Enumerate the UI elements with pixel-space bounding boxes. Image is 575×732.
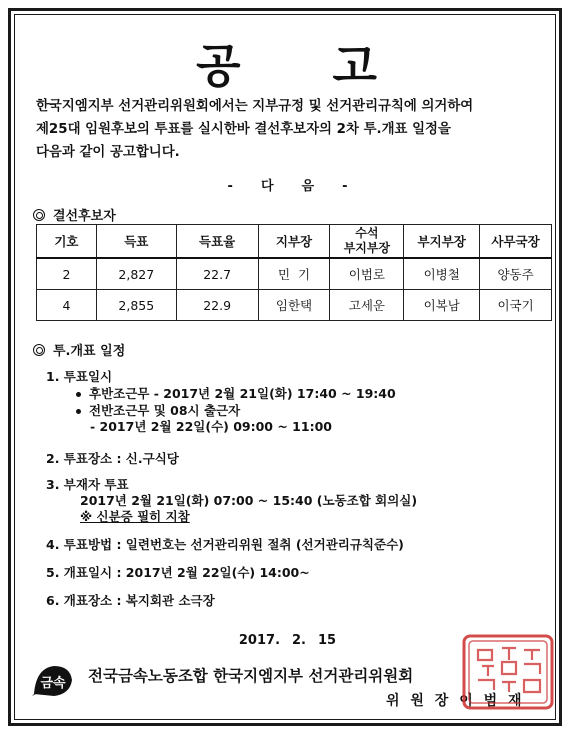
- schedule-item-2: 2. 투표장소 : 신.구식당: [46, 451, 179, 466]
- schedule-item-3: 3. 부재자 투표: [46, 477, 129, 492]
- union-logo-icon: [30, 660, 76, 700]
- table-cell: 이국기: [480, 290, 552, 321]
- schedule-bullet: [76, 384, 396, 402]
- logo-text: 금속: [40, 676, 66, 691]
- schedule-item-1: 1. 투표일시: [46, 369, 113, 384]
- heading-word: 다: [260, 179, 274, 194]
- table-row: [37, 258, 552, 290]
- bullet-text: 후반조근무 - 2017년 2월 21일(화) 17:40 ~ 19:40: [89, 386, 396, 401]
- schedule-subline: - 2017년 2월 22일(수) 09:00 ~ 11:00: [90, 419, 332, 434]
- header-cell: 사무국장: [480, 225, 552, 259]
- header-cell: 지부장: [258, 225, 330, 259]
- schedule-item-5: 5. 개표일시 : 2017년 2월 22일(수) 14:00~: [46, 565, 310, 580]
- page-title: [0, 30, 575, 96]
- candidates-table: [36, 224, 552, 321]
- intro-line: 한국지엠지부 선거관리위원회에서는 지부규정 및 선거관리규칙에 의거하여: [36, 99, 474, 114]
- date-day: 15: [318, 633, 337, 648]
- schedule-item-6: 6. 개표장소 : 복지회관 소극장: [46, 593, 215, 608]
- notice-heading: [0, 175, 575, 194]
- header-cell: 득표: [96, 225, 176, 259]
- heading-dash: -: [227, 179, 233, 194]
- section-title: 투.개표 일정: [53, 344, 126, 359]
- table-cell: 민 기: [258, 258, 330, 290]
- table-cell: 2: [37, 258, 97, 290]
- bullet-icon: [76, 392, 81, 397]
- date-year: 2017.: [238, 633, 281, 648]
- seal-text: [485, 699, 533, 708]
- header-cell: 부지부장: [404, 225, 480, 259]
- header-cell: [330, 225, 404, 259]
- table-cell: 양동주: [480, 258, 552, 290]
- heading-word: 음: [301, 179, 315, 194]
- double-circle-icon: [33, 209, 45, 221]
- title-char-right: 고: [332, 39, 379, 93]
- header-cell: 기호: [37, 225, 97, 259]
- heading-dash: -: [342, 179, 348, 194]
- date-month: 2.: [292, 633, 306, 648]
- header-line: 부지부장: [343, 241, 391, 255]
- bullet-text: 전반조근무 및 08시 출근자: [89, 403, 241, 418]
- section-candidates: [33, 205, 116, 224]
- header-line: 수석: [355, 226, 379, 240]
- intro-paragraph: [36, 95, 546, 164]
- table-cell: 22.9: [176, 290, 258, 321]
- bullet-icon: [76, 409, 81, 414]
- footer-organization: 전국금속노동조합 한국지엠지부 선거관리위원회: [88, 667, 414, 685]
- table-cell: 고세운: [330, 290, 404, 321]
- table-cell: 이범로: [330, 258, 404, 290]
- table-cell: 이복남: [404, 290, 480, 321]
- schedule-subline: 2017년 2월 21일(화) 07:00 ~ 15:40 (노동조합 회의실): [80, 493, 418, 508]
- schedule-item-4: 4. 투표방법 : 일련번호는 선거관리위원 절취 (선거관리규칙준수): [46, 537, 404, 552]
- table-cell: 2,827: [96, 258, 176, 290]
- table-header-row: [37, 225, 552, 259]
- intro-line: 제25대 임원후보의 투표를 실시한바 결선후보자의 2차 투.개표 일정을: [36, 122, 451, 137]
- table-cell: 2,855: [96, 290, 176, 321]
- table-cell: 이병철: [404, 258, 480, 290]
- intro-line: 다음과 같이 공고합니다.: [36, 145, 180, 160]
- table-cell: 임한택: [258, 290, 330, 321]
- double-circle-icon: [33, 344, 45, 356]
- section-schedule: [33, 340, 125, 359]
- official-seal-stamp: [460, 632, 558, 712]
- footer-chair: 위 원 장 이 범 재: [386, 693, 525, 709]
- schedule-note: ※ 신분증 필히 지참: [80, 509, 190, 524]
- table-cell: 4: [37, 290, 97, 321]
- section-title: 결선후보자: [53, 209, 116, 224]
- header-cell: 득표율: [176, 225, 258, 259]
- table-cell: 22.7: [176, 258, 258, 290]
- title-char-left: 공: [196, 39, 243, 93]
- table-row: [37, 290, 552, 321]
